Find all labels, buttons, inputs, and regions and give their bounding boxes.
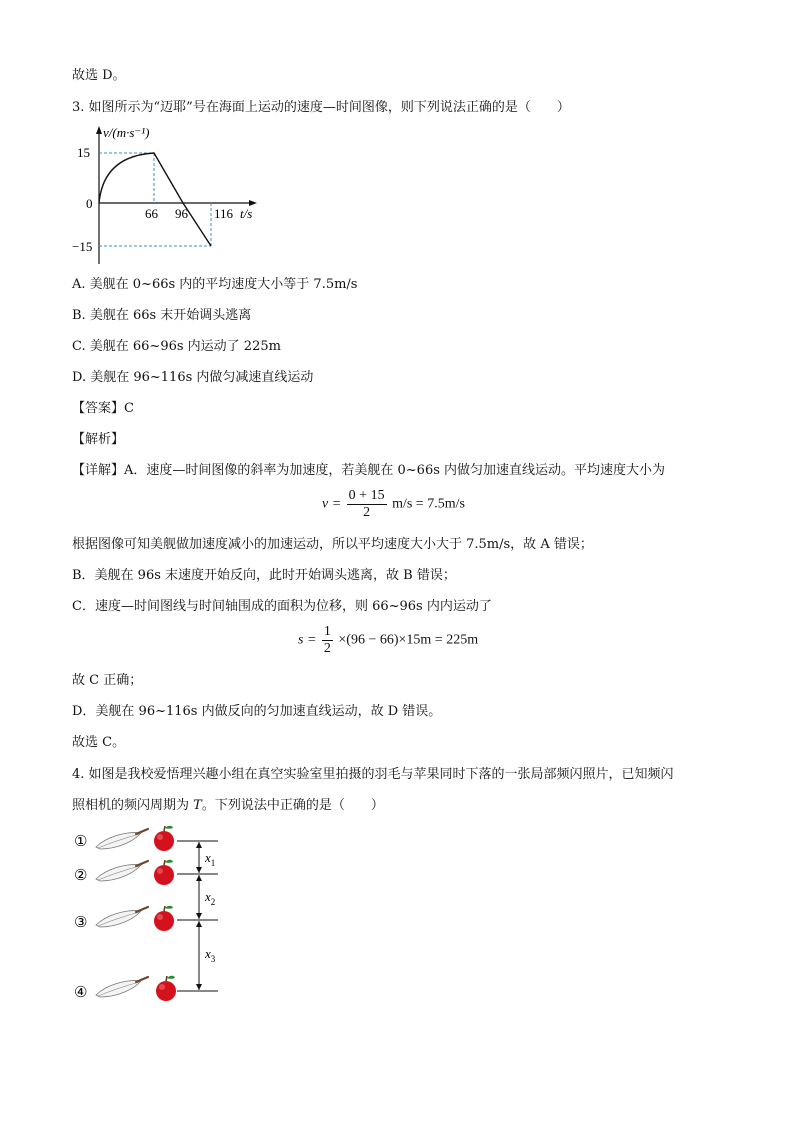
q4-pre: 照相机的频闪周期为 [72, 798, 194, 813]
feather-2 [96, 861, 148, 881]
question-4-line2 [72, 797, 384, 815]
label-x3: $x_3$ [205, 946, 216, 964]
photo-label-2: ② [74, 868, 88, 884]
answer: 【答案】C [72, 401, 134, 416]
eq1-numerator: 0 + 15 [348, 488, 385, 503]
y-tick-15: 15 [77, 145, 90, 160]
eq1-rhs: m/s = 7.5m/s [392, 496, 465, 512]
y-tick-neg15: −15 [72, 239, 93, 254]
eq1-lhs: v = [322, 496, 342, 512]
equation-average-velocity [322, 488, 465, 521]
question-4-line1: 4. 如图是我校爱悟理兴趣小组在真空实验室里拍摄的羽毛与苹果同时下落的一张局部频闪照片，已知频闪 [72, 767, 674, 782]
apple-3 [154, 906, 174, 931]
after-a: 根据图像可知美舰做加速度减小的加速运动，所以平均速度大小大于 7.5m/s，故 A 错误； [72, 537, 593, 552]
photo-label-3: ③ [74, 915, 88, 931]
feather-4 [96, 977, 148, 997]
x-tick-96: 96 [175, 206, 188, 221]
y-axis-arrow [96, 126, 102, 134]
label-x1: $x_1$ [205, 850, 216, 868]
option-c: C. 美舰在 66~96s 内运动了 225m [72, 339, 281, 354]
equation-displacement [298, 624, 478, 657]
apple-4 [156, 976, 176, 1001]
option-a: A. 美舰在 0~66s 内的平均速度大小等于 7.5m/s [72, 277, 358, 292]
apple-1 [154, 826, 174, 851]
y-tick-0: 0 [86, 196, 93, 211]
question-3: 3. 如图所示为“迈耶”号在海面上运动的速度—时间图像，则下列说法正确的是（ ） [72, 100, 570, 115]
strobe-photo-diagram [72, 825, 252, 1010]
option-d: D. 美舰在 96~116s 内做匀减速直线运动 [72, 370, 314, 385]
eq2-denominator: 2 [323, 641, 331, 656]
y-label: v/(m·s⁻¹) [103, 125, 150, 140]
photo-label-4: ④ [74, 985, 88, 1001]
option-b: B. 美舰在 66s 末开始调头逃离 [72, 308, 252, 323]
feather-3 [96, 907, 148, 927]
detail-d: D．美舰在 96~116s 内做反向的匀加速直线运动，故 D 错误。 [72, 704, 442, 719]
choose-c: 故选 C。 [72, 735, 126, 750]
eq2-numerator: 1 [323, 624, 331, 639]
detail-c: C．速度—时间图线与时间轴围成的面积为位移，则 66~96s 内内运动了 [72, 599, 492, 614]
vt-chart [72, 124, 302, 274]
x-label: t/s [240, 206, 253, 221]
q4-post: 。下列说法中正确的是（ ） [201, 798, 384, 813]
apple-2 [154, 860, 174, 885]
label-x2: $x_2$ [205, 889, 216, 907]
eq1-denominator: 2 [363, 505, 371, 520]
detail-b: B．美舰在 96s 末速度开始反向，此时开始调头逃离，故 B 错误； [72, 568, 456, 583]
eq2-lhs: s = [298, 632, 317, 648]
eq2-rhs: ×(96 − 66)×15m = 225m [338, 632, 479, 648]
line-choose-d: 故选 D。 [72, 68, 126, 83]
detail-a: 【详解】A．速度—时间图像的斜率为加速度，若美舰在 0~66s 内做匀加速直线运动。平均速度大小为 [72, 463, 666, 478]
photo-label-1: ① [74, 834, 88, 850]
feather-1 [96, 829, 148, 849]
x-tick-66: 66 [145, 206, 158, 221]
q4-period: T [193, 798, 202, 813]
x-tick-116: 116 [214, 206, 234, 221]
analysis-heading: 【解析】 [72, 432, 125, 447]
c-correct: 故 C 正确； [72, 673, 143, 688]
velocity-curve [99, 153, 211, 246]
